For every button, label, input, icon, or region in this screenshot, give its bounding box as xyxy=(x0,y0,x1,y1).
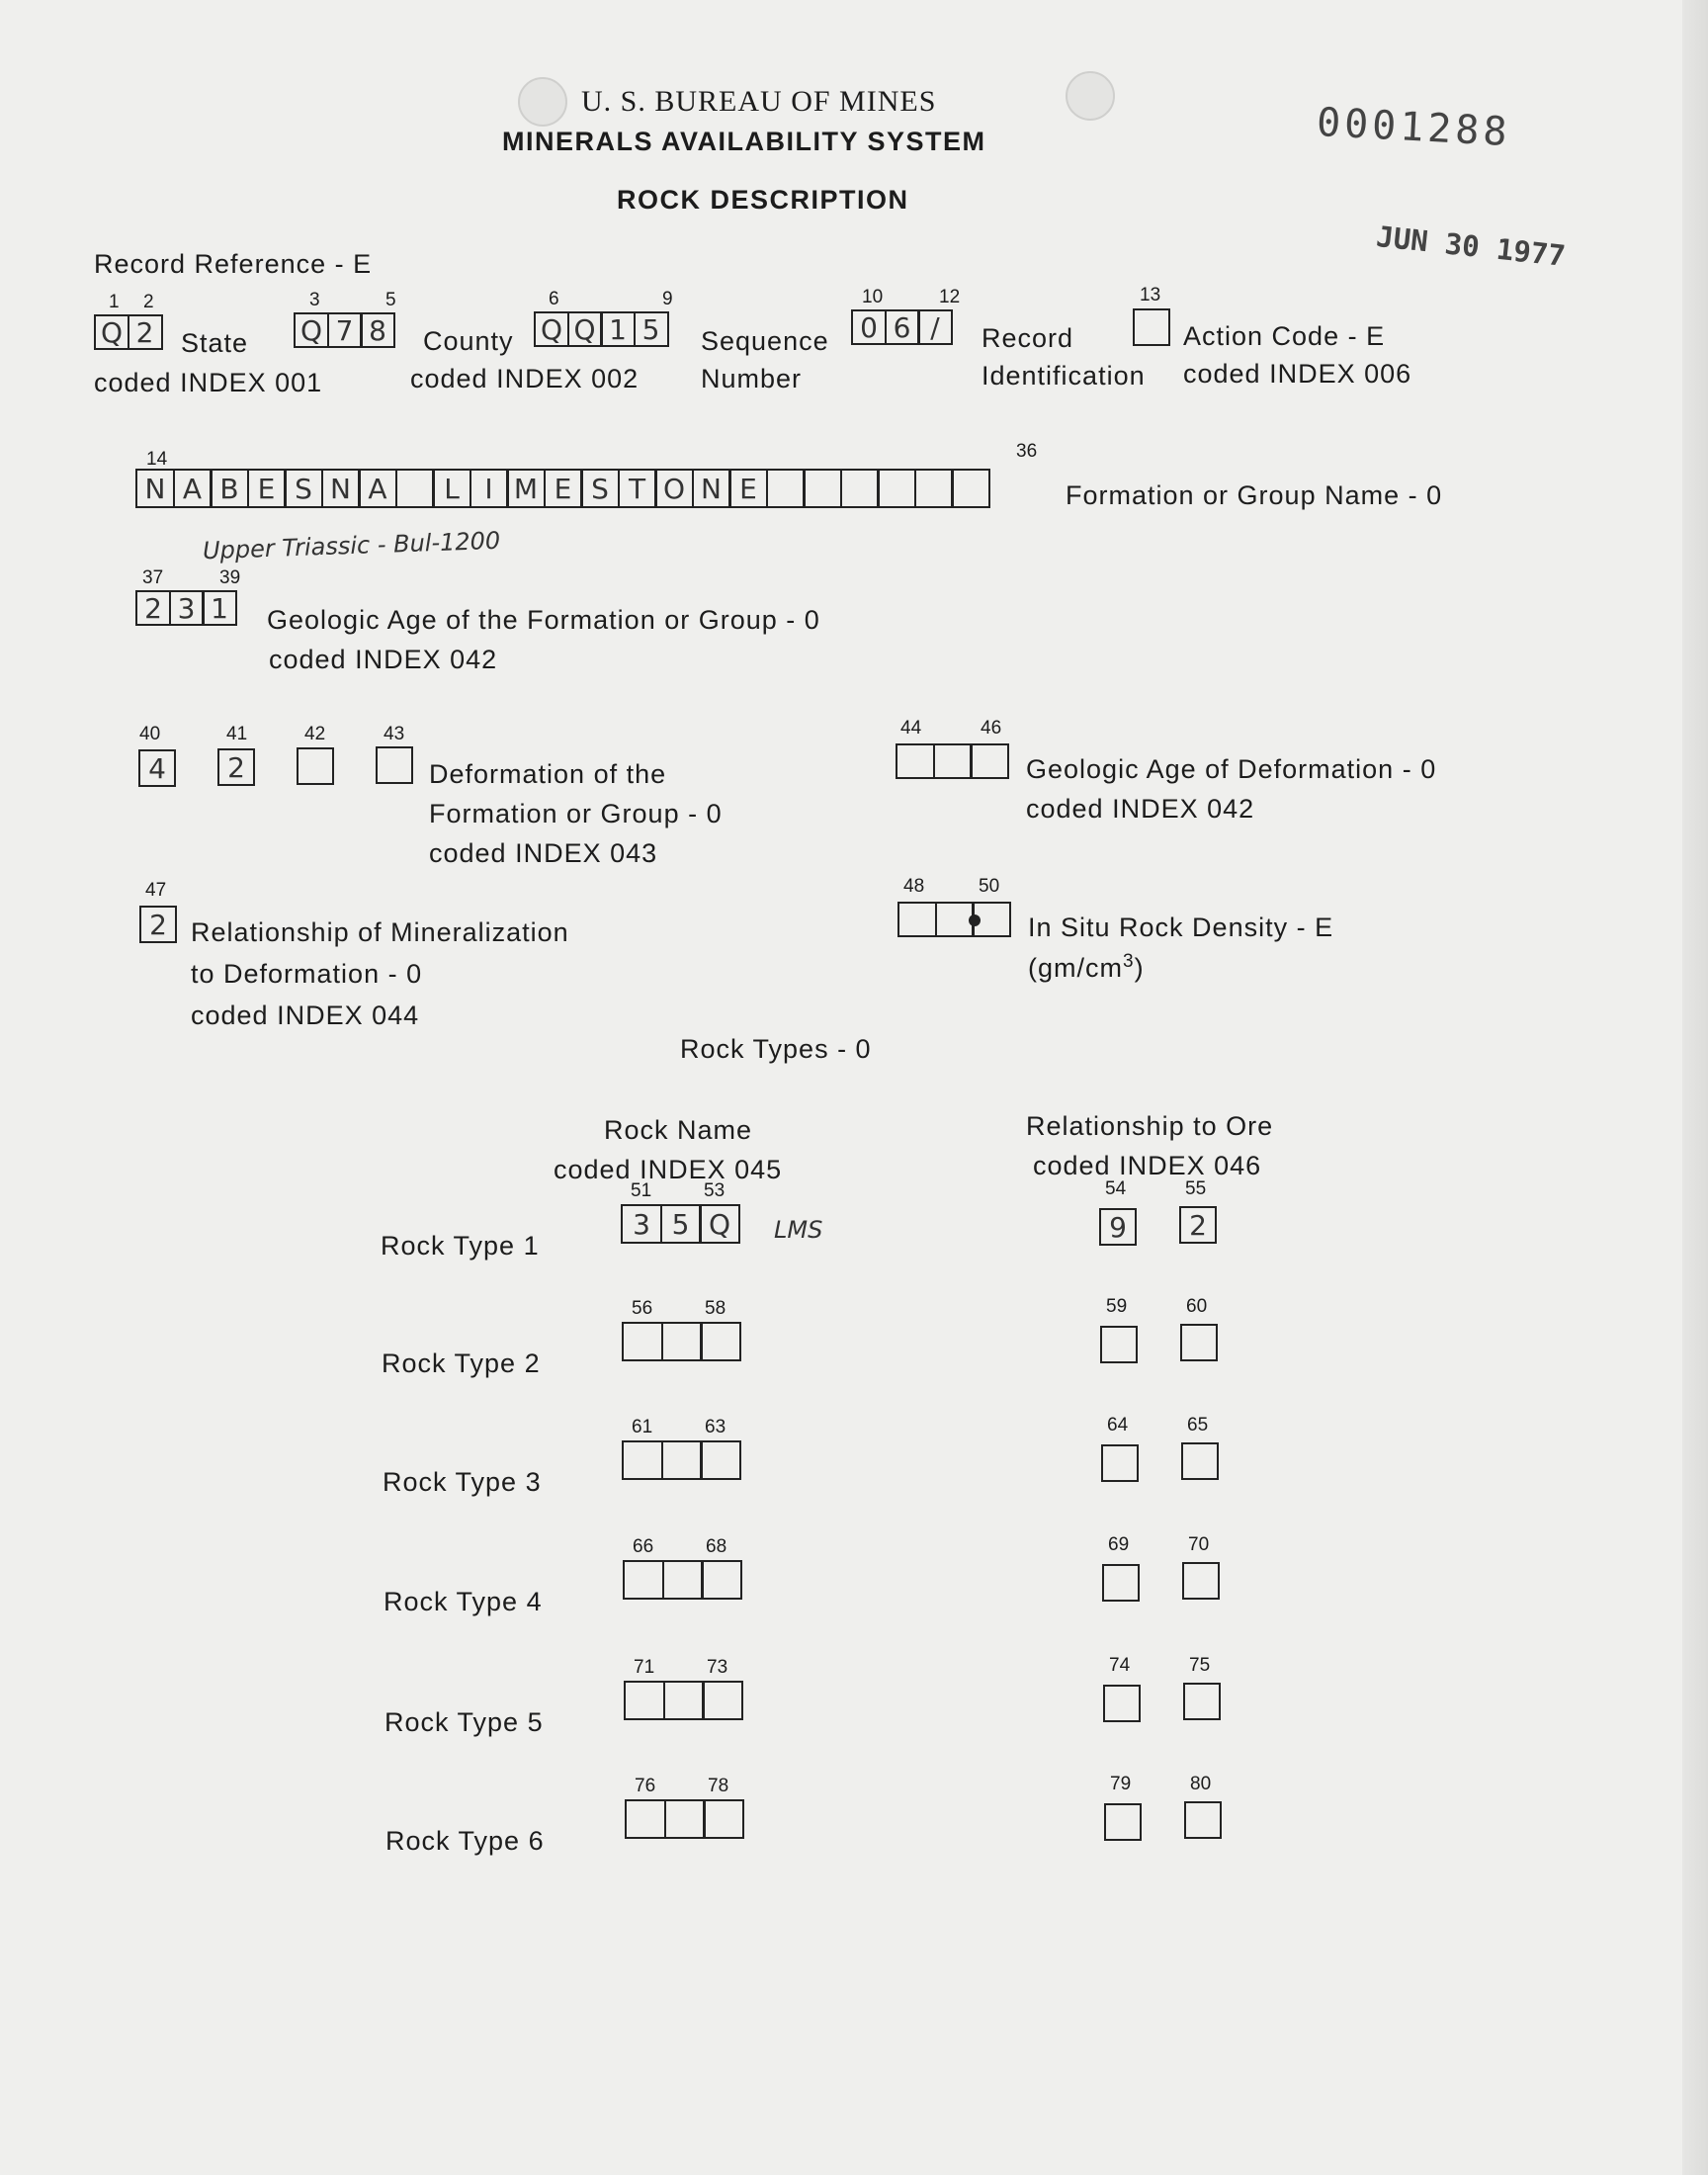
col-num: 36 xyxy=(1016,441,1038,462)
density-boxes[interactable] xyxy=(897,902,1009,937)
ore-index: coded INDEX 046 xyxy=(1033,1151,1262,1180)
date-stamp: JUN 30 1977 xyxy=(1374,219,1568,273)
col-num: 5 xyxy=(385,290,396,310)
col-num: 79 xyxy=(1110,1774,1132,1794)
col-num: 3 xyxy=(309,290,320,310)
geologic-age-index: coded INDEX 042 xyxy=(269,645,498,674)
formation-char-box[interactable] xyxy=(766,469,806,508)
ore-relationship-box[interactable] xyxy=(1180,1324,1218,1361)
col-num: 41 xyxy=(226,724,248,744)
code-box[interactable] xyxy=(896,743,935,779)
formation-char-box[interactable] xyxy=(951,469,990,508)
formation-char-box[interactable]: T xyxy=(618,469,657,508)
deformation-label: Deformation of the xyxy=(429,759,667,789)
ore-relationship-box[interactable] xyxy=(1104,1803,1142,1841)
rock-type-label: Rock Type 5 xyxy=(384,1707,544,1737)
col-num: 47 xyxy=(145,880,167,901)
formation-char-box[interactable] xyxy=(840,469,880,508)
punch-hole-right xyxy=(1066,71,1115,121)
county-code-boxes[interactable] xyxy=(294,312,393,348)
code-box[interactable] xyxy=(703,1799,744,1839)
action-code-label: Action Code - E xyxy=(1183,321,1386,351)
col-num: 14 xyxy=(146,449,168,470)
col-num: 13 xyxy=(1140,285,1161,305)
ore-relationship-box[interactable] xyxy=(1102,1564,1140,1602)
rock-name-boxes[interactable] xyxy=(624,1681,741,1720)
deformation-box[interactable] xyxy=(376,746,413,784)
density-unit-end: ) xyxy=(1134,953,1145,983)
col-num: 42 xyxy=(304,724,326,744)
code-box[interactable] xyxy=(702,1681,743,1720)
formation-char-box[interactable]: N xyxy=(692,469,731,508)
rock-name-boxes[interactable] xyxy=(625,1799,742,1839)
col-num: 58 xyxy=(705,1298,726,1319)
code-box[interactable]: 8 xyxy=(360,312,395,348)
code-box[interactable]: 2 xyxy=(135,590,171,626)
code-box[interactable] xyxy=(624,1681,665,1720)
formation-char-box[interactable]: E xyxy=(728,469,768,508)
code-box[interactable]: Q xyxy=(699,1204,740,1244)
code-box[interactable]: Q xyxy=(294,312,329,348)
code-box[interactable]: Q xyxy=(94,314,129,350)
col-num: 43 xyxy=(384,724,405,744)
code-box[interactable]: / xyxy=(917,309,953,345)
formation-char-box[interactable] xyxy=(395,469,435,508)
col-num: 56 xyxy=(632,1298,653,1319)
formation-char-box[interactable]: B xyxy=(210,469,249,508)
col-num: 73 xyxy=(707,1657,728,1678)
rock-name-boxes[interactable] xyxy=(622,1322,739,1361)
rock-type-label: Rock Type 6 xyxy=(385,1826,545,1856)
formation-char-box[interactable]: E xyxy=(247,469,287,508)
mineralization-box[interactable]: 2 xyxy=(139,906,177,943)
code-box[interactable]: 1 xyxy=(202,590,237,626)
code-box[interactable] xyxy=(663,1681,705,1720)
col-num: 12 xyxy=(939,287,961,307)
col-num: 60 xyxy=(1186,1296,1208,1317)
col-num: 37 xyxy=(142,567,164,588)
rock-name-annotation: LMS xyxy=(774,1216,823,1244)
record-reference-label: Record Reference - E xyxy=(94,249,373,279)
action-code-box[interactable] xyxy=(1133,308,1170,346)
formation-char-box[interactable] xyxy=(877,469,916,508)
code-box[interactable] xyxy=(970,743,1009,779)
col-num: 65 xyxy=(1187,1415,1209,1436)
form-title: ROCK DESCRIPTION xyxy=(617,185,909,215)
formation-char-box[interactable] xyxy=(803,469,842,508)
county-index: coded INDEX 002 xyxy=(410,364,640,393)
rock-type-label: Rock Type 3 xyxy=(383,1467,542,1497)
agency-title: U. S. BUREAU OF MINES xyxy=(581,85,937,118)
formation-char-box[interactable]: A xyxy=(358,469,397,508)
col-num: 61 xyxy=(632,1417,653,1437)
col-num: 10 xyxy=(862,287,884,307)
density-unit xyxy=(1028,951,1145,984)
density-label: In Situ Rock Density - E xyxy=(1028,913,1334,942)
rock-type-label: Rock Type 2 xyxy=(382,1348,541,1378)
code-box[interactable]: 3 xyxy=(169,590,205,626)
rock-type-label: Rock Type 1 xyxy=(381,1231,540,1261)
mineralization-index: coded INDEX 044 xyxy=(191,1000,420,1030)
col-num: 54 xyxy=(1105,1178,1127,1199)
state-code-boxes[interactable] xyxy=(94,314,160,350)
col-num: 46 xyxy=(981,718,1002,739)
col-num: 59 xyxy=(1106,1296,1128,1317)
code-box[interactable] xyxy=(933,743,973,779)
deformation-age-boxes[interactable] xyxy=(896,743,1007,779)
col-num: 1 xyxy=(109,292,120,312)
ore-relationship-box[interactable] xyxy=(1184,1801,1222,1839)
code-box[interactable]: 1 xyxy=(600,311,636,347)
code-box[interactable] xyxy=(897,902,937,937)
density-unit-text: (gm/cm xyxy=(1028,953,1123,983)
rock-name-boxes[interactable] xyxy=(621,1204,738,1244)
rock-name-boxes[interactable] xyxy=(623,1560,740,1600)
code-box[interactable]: 5 xyxy=(660,1204,702,1244)
ore-relationship-box[interactable] xyxy=(1100,1326,1138,1363)
col-num: 71 xyxy=(634,1657,655,1678)
code-box[interactable]: 3 xyxy=(621,1204,662,1244)
rock-type-label: Rock Type 4 xyxy=(384,1587,543,1616)
punch-hole-left xyxy=(518,77,567,127)
formation-char-box[interactable]: N xyxy=(321,469,361,508)
code-box[interactable] xyxy=(701,1560,742,1600)
ore-relationship-box[interactable] xyxy=(1183,1683,1221,1720)
col-num: 68 xyxy=(706,1536,727,1557)
formation-char-box[interactable]: M xyxy=(506,469,546,508)
geologic-age-label: Geologic Age of the Formation or Group - 0 xyxy=(267,605,820,635)
code-box[interactable] xyxy=(661,1440,703,1480)
rock-name-header: Rock Name xyxy=(604,1115,753,1145)
code-box[interactable] xyxy=(622,1440,663,1480)
code-box[interactable] xyxy=(623,1560,664,1600)
col-num: 6 xyxy=(549,289,559,309)
formation-char-box[interactable]: O xyxy=(654,469,694,508)
sequence-label: Sequence xyxy=(701,326,829,356)
sequence-code-boxes[interactable] xyxy=(534,311,666,347)
col-num: 78 xyxy=(708,1776,729,1796)
ore-relationship-box[interactable] xyxy=(1103,1685,1141,1722)
col-num: 2 xyxy=(143,292,154,312)
ore-relationship-box[interactable]: 9 xyxy=(1099,1208,1137,1246)
code-box[interactable] xyxy=(700,1322,741,1361)
code-box[interactable]: Q xyxy=(567,311,603,347)
deformation-age-index: coded INDEX 042 xyxy=(1026,794,1255,824)
col-num: 80 xyxy=(1190,1774,1212,1794)
ore-relationship-box[interactable] xyxy=(1182,1562,1220,1600)
code-box[interactable]: 6 xyxy=(885,309,920,345)
formation-label: Formation or Group Name - 0 xyxy=(1066,480,1443,510)
formation-annotation: Upper Triassic - Bul-1200 xyxy=(202,526,501,566)
col-num: 44 xyxy=(900,718,922,739)
col-num: 75 xyxy=(1189,1655,1211,1676)
code-box[interactable] xyxy=(664,1799,706,1839)
ore-relationship-box[interactable] xyxy=(1101,1444,1139,1482)
col-num: 40 xyxy=(139,724,161,744)
code-box[interactable]: 7 xyxy=(327,312,363,348)
code-box[interactable]: 5 xyxy=(634,311,669,347)
code-box[interactable] xyxy=(622,1322,663,1361)
deformation-box[interactable]: 4 xyxy=(138,749,176,787)
mineralization-label: Relationship of Mineralization xyxy=(191,917,569,947)
deformation-age-label: Geologic Age of Deformation - 0 xyxy=(1026,754,1437,784)
code-box[interactable] xyxy=(661,1322,703,1361)
deformation-index: coded INDEX 043 xyxy=(429,838,658,868)
ore-header: Relationship to Ore xyxy=(1026,1111,1274,1141)
formation-char-box[interactable]: A xyxy=(173,469,213,508)
col-num: 70 xyxy=(1188,1534,1210,1555)
mineralization-label-2: to Deformation - 0 xyxy=(191,959,423,989)
state-label: State xyxy=(181,328,249,358)
ore-relationship-box[interactable]: 2 xyxy=(1179,1206,1217,1244)
rock-name-index: coded INDEX 045 xyxy=(554,1155,783,1184)
document-number: 0001288 xyxy=(1315,99,1512,156)
record-sub-label: Identification xyxy=(982,361,1146,391)
col-num: 66 xyxy=(633,1536,654,1557)
density-unit-sup: 3 xyxy=(1123,951,1135,972)
ore-relationship-box[interactable] xyxy=(1181,1442,1219,1480)
action-code-index: coded INDEX 006 xyxy=(1183,359,1412,389)
col-num: 53 xyxy=(704,1180,726,1201)
rock-types-title: Rock Types - 0 xyxy=(680,1034,872,1064)
col-num: 50 xyxy=(979,876,1000,897)
col-num: 74 xyxy=(1109,1655,1131,1676)
code-box[interactable]: Q xyxy=(534,311,569,347)
sequence-sub-label: Number xyxy=(701,364,803,393)
deformation-box[interactable]: 2 xyxy=(217,748,255,786)
rock-name-boxes[interactable] xyxy=(622,1440,739,1480)
system-title: MINERALS AVAILABILITY SYSTEM xyxy=(502,127,986,156)
record-label: Record xyxy=(982,323,1074,353)
col-num: 39 xyxy=(219,567,241,588)
deformation-box[interactable] xyxy=(297,747,334,785)
formation-char-box[interactable] xyxy=(914,469,954,508)
decimal-point-icon xyxy=(969,914,981,926)
code-box[interactable]: 2 xyxy=(128,314,163,350)
county-label: County xyxy=(423,326,514,356)
formation-char-box[interactable]: E xyxy=(544,469,583,508)
formation-char-box[interactable]: S xyxy=(580,469,620,508)
geologic-age-boxes[interactable] xyxy=(135,590,235,626)
code-box[interactable]: 0 xyxy=(851,309,887,345)
col-num: 63 xyxy=(705,1417,726,1437)
code-box[interactable] xyxy=(700,1440,741,1480)
formation-char-box[interactable]: I xyxy=(470,469,509,508)
col-num: 76 xyxy=(635,1776,656,1796)
col-num: 51 xyxy=(631,1180,652,1201)
deformation-label-2: Formation or Group - 0 xyxy=(429,799,723,828)
col-num: 9 xyxy=(662,289,673,309)
code-box[interactable] xyxy=(662,1560,704,1600)
formation-char-box[interactable]: N xyxy=(135,469,175,508)
state-index: coded INDEX 001 xyxy=(94,368,323,397)
formation-name-boxes[interactable] xyxy=(135,469,988,508)
col-num: 69 xyxy=(1108,1534,1130,1555)
col-num: 64 xyxy=(1107,1415,1129,1436)
paper-edge xyxy=(1682,0,1708,2175)
code-box[interactable] xyxy=(625,1799,666,1839)
formation-char-box[interactable]: S xyxy=(284,469,323,508)
col-num: 48 xyxy=(903,876,925,897)
formation-char-box[interactable]: L xyxy=(432,469,471,508)
col-num: 55 xyxy=(1185,1178,1207,1199)
record-id-boxes[interactable] xyxy=(851,309,951,345)
